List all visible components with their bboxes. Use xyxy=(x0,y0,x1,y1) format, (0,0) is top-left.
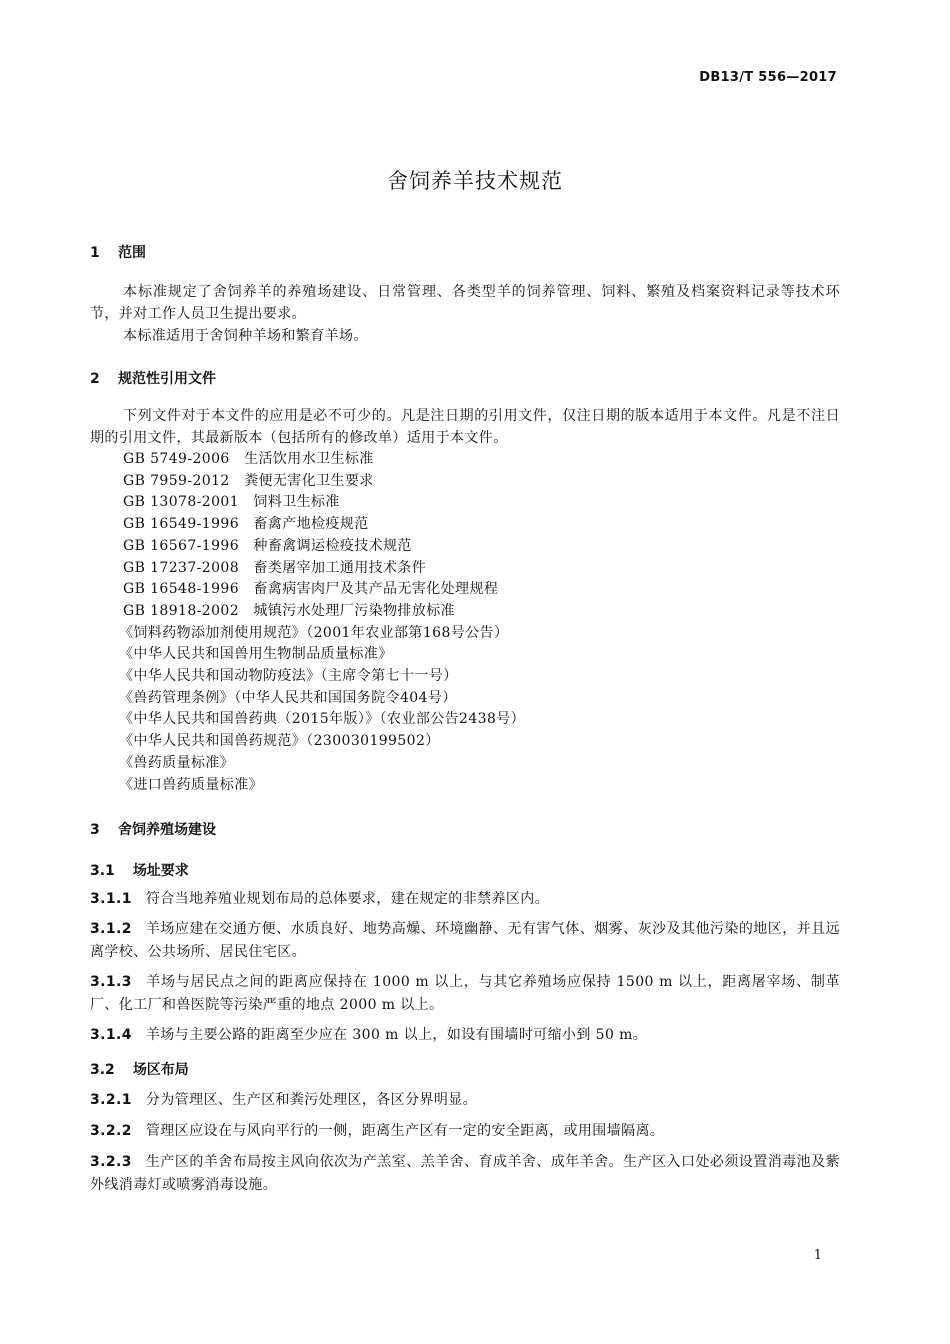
clause-text: 分为管理区、生产区和粪污处理区，各区分界明显。 xyxy=(145,1092,478,1108)
clause-3-1-2 xyxy=(90,918,840,964)
subsection-number: 3.1 xyxy=(90,863,115,879)
clause-text: 管理区应设在与风向平行的一侧，距离生产区有一定的安全距离，或用围墙隔离。 xyxy=(145,1123,665,1139)
section-title: 范围 xyxy=(118,245,146,261)
clause-number: 3.1.4 xyxy=(90,1027,132,1043)
section-2-paragraph: 下列文件对于本文件的应用是必不可少的。凡是注日期的引用文件，仅注日期的版本适用于本文件。凡是不注日期的引用文件，其最新版本（包括所有的修改单）适用于本文件。 xyxy=(90,408,840,446)
section-1-heading xyxy=(90,242,840,262)
reference-list xyxy=(90,449,840,796)
subsection-title: 场址要求 xyxy=(132,863,189,879)
clause-number: 3.1.3 xyxy=(90,974,132,990)
section-number: 3 xyxy=(90,822,100,838)
section-number: 1 xyxy=(90,245,100,261)
clause-number: 3.2.1 xyxy=(90,1092,132,1108)
reference-item: 《中华人民共和国兽药典（2015年版）》（农业部公告2438号） xyxy=(119,711,526,728)
reference-item: 《兽药质量标准》 xyxy=(119,754,235,771)
section-2-heading xyxy=(90,368,840,388)
clause-number: 3.2.3 xyxy=(90,1154,132,1170)
page-number: 1 xyxy=(813,1248,822,1263)
reference-item: GB 16567-1996 种畜禽调运检疫技术规范 xyxy=(123,537,412,554)
reference-item: 《中华人民共和国兽药规范》（230030199502） xyxy=(119,733,440,750)
clause-3-1-3 xyxy=(90,971,840,1017)
reference-item: 《兽药管理条例》（中华人民共和国国务院令404号） xyxy=(119,689,457,706)
section-number: 2 xyxy=(90,371,100,387)
reference-item: 《中华人民共和国兽用生物制品质量标准》 xyxy=(119,646,393,663)
section-title: 舍饲养殖场建设 xyxy=(118,822,216,838)
subsection-number: 3.2 xyxy=(90,1062,115,1078)
section-1-paragraph-2: 本标准适用于舍饲种羊场和繁育羊场。 xyxy=(123,328,368,344)
clause-number: 3.1.2 xyxy=(90,921,132,937)
clause-3-2-3 xyxy=(90,1151,840,1197)
reference-item: GB 18918-2002 城镇污水处理厂污染物排放标准 xyxy=(123,602,456,619)
reference-item: 《中华人民共和国动物防疫法》（主席令第七十一号） xyxy=(119,668,458,685)
section-1-paragraph-1: 本标准规定了舍饲养羊的养殖场建设、日常管理、各类型羊的饲养管理、饲料、繁殖及档案资料记录等技术环节，并对工作人员卫生提出要求。 xyxy=(90,284,840,322)
clause-3-1-4 xyxy=(90,1024,840,1047)
section-3-heading xyxy=(90,819,840,839)
document-title: 舍饲养羊技术规范 xyxy=(387,169,563,193)
reference-item: 《进口兽药质量标准》 xyxy=(119,776,263,793)
reference-item: GB 7959-2012 粪便无害化卫生要求 xyxy=(123,472,374,489)
subsection-3-1-heading xyxy=(90,860,840,880)
standard-code: DB13/T 556—2017 xyxy=(699,70,837,85)
clause-number: 3.2.2 xyxy=(90,1123,132,1139)
reference-item: GB 17237-2008 畜类屠宰加工通用技术条件 xyxy=(123,559,427,576)
clause-number: 3.1.1 xyxy=(90,891,132,907)
clause-text: 生产区的羊舍布局按主风向依次为产羔室、羔羊舍、育成羊舍、成年羊舍。生产区入口处必须设置消毒池及紫外线消毒灯或喷雾消毒设施。 xyxy=(90,1154,840,1193)
reference-item: 《饲料药物添加剂使用规范》（2001年农业部第168号公告） xyxy=(119,624,509,641)
subsection-title: 场区布局 xyxy=(132,1062,189,1078)
clause-text: 羊场与主要公路的距离至少应在 300 m 以上，如设有围墙时可缩小到 50 m。 xyxy=(145,1027,648,1043)
subsection-3-2-heading xyxy=(90,1059,840,1079)
clause-3-2-1 xyxy=(90,1089,840,1112)
reference-item: GB 5749-2006 生活饮用水卫生标准 xyxy=(123,451,374,467)
clause-text: 符合当地养殖业规划布局的总体要求，建在规定的非禁养区内。 xyxy=(145,891,550,907)
section-title: 规范性引用文件 xyxy=(118,371,216,387)
reference-item: GB 16548-1996 畜禽病害肉尸及其产品无害化处理规程 xyxy=(123,581,499,598)
clause-text: 羊场与居民点之间的距离应保持在 1000 m 以上，与其它养殖场应保持 1500 m 以上，距离屠宰场、制革厂、化工厂和兽医院等污染严重的地点 2000 m 以上。 xyxy=(90,974,840,1013)
reference-item: GB 13078-2001 饲料卫生标准 xyxy=(123,494,340,511)
clause-3-2-2 xyxy=(90,1120,840,1143)
clause-3-1-1 xyxy=(90,888,840,911)
reference-item: GB 16549-1996 畜禽产地检疫规范 xyxy=(123,516,369,533)
clause-text: 羊场应建在交通方便、水质良好、地势高燥、环境幽静、无有害气体、烟雾、灰沙及其他污染的地区，并且远离学校、公共场所、居民住宅区。 xyxy=(90,921,840,960)
